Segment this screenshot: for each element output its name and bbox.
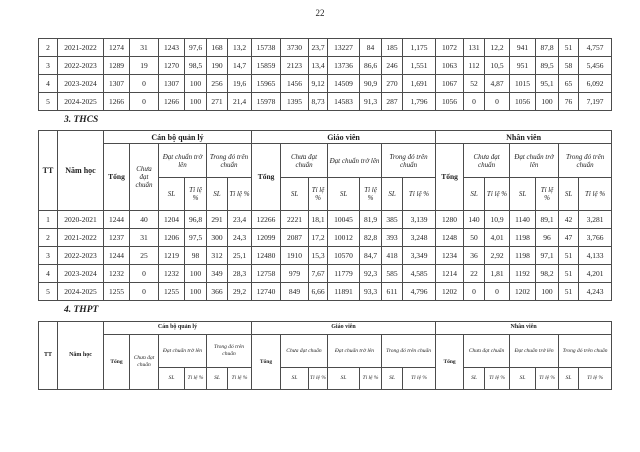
group-header-nv: Nhân viên xyxy=(436,131,612,144)
table-cell: 31 xyxy=(130,39,159,57)
table-cell: 1056 xyxy=(436,93,464,111)
table-cell: 1219 xyxy=(159,247,185,265)
sub-header-ti-le: Tỉ lệ % xyxy=(185,178,207,211)
table-cell: 100 xyxy=(536,93,559,111)
table-cell: 100 xyxy=(536,283,559,301)
table-cell: 951 xyxy=(510,57,536,75)
table-row xyxy=(39,229,612,247)
table-cell: 1,691 xyxy=(403,75,436,93)
sub-header-chua-dat-chuan: Chưa đạt chuẩn xyxy=(281,334,328,367)
sub-header-tong: Tổng xyxy=(252,144,281,211)
sub-header-ti-le: Tỉ lệ % xyxy=(536,178,559,211)
table-cell: 100 xyxy=(185,75,207,93)
table-cell: 185 xyxy=(382,39,403,57)
table-cell: 10570 xyxy=(328,247,360,265)
sub-header-sl: SL xyxy=(559,178,579,211)
table-cell: 100 xyxy=(185,283,207,301)
table-cell: 86,6 xyxy=(360,57,382,75)
table-cell: 12740 xyxy=(252,283,281,301)
table-cell: 393 xyxy=(382,229,403,247)
table-continuation xyxy=(38,38,612,111)
table-cell: 51 xyxy=(559,247,579,265)
table-cell: 89,1 xyxy=(536,211,559,229)
sub-header-ti-le: Tỉ lệ % xyxy=(185,367,207,389)
sub-header-dat-chuan-tro-len: Đạt chuẩn trở lên xyxy=(159,334,207,367)
table-cell: 1214 xyxy=(436,265,464,283)
table-cell: 2024-2025 xyxy=(58,93,104,111)
table-cell: 1244 xyxy=(104,247,130,265)
sub-header-tong: Tổng xyxy=(104,144,130,211)
table-cell: 1266 xyxy=(104,93,130,111)
table-cell: 4 xyxy=(39,265,58,283)
table-cell: 9,12 xyxy=(309,75,328,93)
table-cell: 1232 xyxy=(104,265,130,283)
table-cell: 15,3 xyxy=(309,247,328,265)
table-cell: 23,7 xyxy=(309,39,328,57)
table-cell: 25 xyxy=(130,247,159,265)
table-cell: 15859 xyxy=(252,57,281,75)
table-row xyxy=(39,93,612,111)
table-cell: 271 xyxy=(207,93,228,111)
table-cell: 1140 xyxy=(510,211,536,229)
table-cell: 42 xyxy=(559,211,579,229)
table-cell: 1234 xyxy=(436,247,464,265)
table-cell: 0 xyxy=(485,283,510,301)
table-cell: 21,4 xyxy=(228,93,252,111)
sub-header-sl: SL xyxy=(159,178,185,211)
sub-header-tong: Tổng xyxy=(252,334,281,389)
table-cell: 3 xyxy=(39,57,58,75)
table-cell: 10,9 xyxy=(485,211,510,229)
table-cell: 2020-2021 xyxy=(58,211,104,229)
table-cell: 1202 xyxy=(436,283,464,301)
table-cell: 1274 xyxy=(104,39,130,57)
table-cell: 12099 xyxy=(252,229,281,247)
group-header-gv: Giáo viên xyxy=(252,131,436,144)
table-cell: 366 xyxy=(207,283,228,301)
sub-header-ti-le: Tỉ lệ % xyxy=(485,178,510,211)
table-cell: 1067 xyxy=(436,75,464,93)
table-cell: 19,6 xyxy=(228,75,252,93)
table-cell: 5 xyxy=(39,283,58,301)
table-cell: 29,2 xyxy=(228,283,252,301)
table-cell: 4,585 xyxy=(403,265,436,283)
sub-header-trong-do-tren-chuan: Trong đó trên chuẩn xyxy=(382,144,436,178)
table-cell: 13736 xyxy=(328,57,360,75)
sub-header-sl: SL xyxy=(510,367,536,389)
table-cell: 22 xyxy=(464,265,485,283)
table-cell: 1456 xyxy=(281,75,309,93)
table-cell: 1206 xyxy=(159,229,185,247)
table-cell: 97,1 xyxy=(536,247,559,265)
table-row xyxy=(39,283,612,301)
table-cell: 2022-2023 xyxy=(58,247,104,265)
table-cell: 5,456 xyxy=(579,57,612,75)
table-cell: 4,201 xyxy=(579,265,612,283)
table-cell: 51 xyxy=(559,39,579,57)
sub-header-sl: SL xyxy=(464,367,485,389)
table-cell: 1 xyxy=(39,211,58,229)
table-cell: 24,3 xyxy=(228,229,252,247)
sub-header-ti-le: Tỉ lệ % xyxy=(309,367,328,389)
sub-header-ti-le: Tỉ lệ % xyxy=(403,178,436,211)
table-cell: 246 xyxy=(382,57,403,75)
table-cell: 13,4 xyxy=(309,57,328,75)
table-cell: 1255 xyxy=(159,283,185,301)
sub-header-dat-chuan-tro-len: Đạt chuẩn trở lên xyxy=(510,144,559,178)
table-cell: 13,2 xyxy=(228,39,252,57)
table-cell: 0 xyxy=(130,93,159,111)
table-cell: 1056 xyxy=(510,93,536,111)
sub-header-sl: SL xyxy=(207,178,228,211)
table-cell: 1202 xyxy=(510,283,536,301)
table-cell: 1307 xyxy=(104,75,130,93)
sub-header-ti-le: Tỉ lệ % xyxy=(485,367,510,389)
table-cell: 0 xyxy=(130,75,159,93)
table-cell: 1192 xyxy=(510,265,536,283)
table-cell: 31 xyxy=(130,229,159,247)
table-cell: 287 xyxy=(382,93,403,111)
sub-header-tong: Tổng xyxy=(104,334,130,389)
table-cell: 100 xyxy=(185,93,207,111)
table-cell: 96,8 xyxy=(185,211,207,229)
sub-header-sl: SL xyxy=(464,178,485,211)
sub-header-tong: Tổng xyxy=(436,334,464,389)
group-header-cbql: Cán bộ quản lý xyxy=(104,321,252,334)
table-row xyxy=(39,247,612,265)
sub-header-trong-do-tren-chuan: Trong đó trên chuẩn xyxy=(207,144,252,178)
table-cell: 1307 xyxy=(159,75,185,93)
table-row xyxy=(39,265,612,283)
header-nam-hoc: Năm học xyxy=(58,131,104,211)
thcs-table xyxy=(38,130,612,301)
table-cell: 14583 xyxy=(328,93,360,111)
section-title-thcs: 3. THCS xyxy=(64,115,99,125)
table-cell: 84 xyxy=(360,39,382,57)
table-cell: 0 xyxy=(130,283,159,301)
table-cell: 1063 xyxy=(436,57,464,75)
table-cell: 1237 xyxy=(104,229,130,247)
sub-header-sl: SL xyxy=(281,367,309,389)
thpt-table-header xyxy=(39,321,612,389)
sub-header-chua-dat-chuan: Chưa đạt chuẩn xyxy=(130,144,159,211)
table-cell: 25,1 xyxy=(228,247,252,265)
table-cell: 1270 xyxy=(159,57,185,75)
sub-header-sl: SL xyxy=(382,367,403,389)
table-cell: 291 xyxy=(207,211,228,229)
table-cell: 10,5 xyxy=(485,57,510,75)
table-cell: 51 xyxy=(559,265,579,283)
table-cell: 1243 xyxy=(159,39,185,57)
table-cell: 2123 xyxy=(281,57,309,75)
table-cell: 3 xyxy=(39,247,58,265)
sub-header-ti-le: Tỉ lệ % xyxy=(403,367,436,389)
table-cell: 849 xyxy=(281,283,309,301)
sub-header-sl: SL xyxy=(159,367,185,389)
table-cell: 1255 xyxy=(104,283,130,301)
table-cell: 4,01 xyxy=(485,229,510,247)
table-cell: 4 xyxy=(39,75,58,93)
table-cell: 52 xyxy=(464,75,485,93)
table-cell: 2023-2024 xyxy=(58,75,104,93)
table-cell: 11891 xyxy=(328,283,360,301)
table-cell: 0 xyxy=(130,265,159,283)
table-row xyxy=(39,75,612,93)
table-cell: 76 xyxy=(559,93,579,111)
table-cell: 51 xyxy=(559,283,579,301)
table-cell: 979 xyxy=(281,265,309,283)
table-cell: 1910 xyxy=(281,247,309,265)
table-cell: 12480 xyxy=(252,247,281,265)
table-cell: 11779 xyxy=(328,265,360,283)
table-cell: 1,551 xyxy=(403,57,436,75)
table-cell: 1289 xyxy=(104,57,130,75)
table-cell: 300 xyxy=(207,229,228,247)
table-cell: 81,9 xyxy=(360,211,382,229)
table-body xyxy=(39,211,612,301)
table-cell: 4,243 xyxy=(579,283,612,301)
table-cell: 1198 xyxy=(510,247,536,265)
table-cell: 65 xyxy=(559,75,579,93)
table-cell: 15965 xyxy=(252,75,281,93)
table-cell: 2024-2025 xyxy=(58,283,104,301)
table-cell: 23,4 xyxy=(228,211,252,229)
table-cell: 2022-2023 xyxy=(58,57,104,75)
table-cell: 100 xyxy=(185,265,207,283)
table-cell: 15978 xyxy=(252,93,281,111)
sub-header-sl: SL xyxy=(510,178,536,211)
table-row xyxy=(39,39,612,57)
table-cell: 1,796 xyxy=(403,93,436,111)
table-cell: 2023-2024 xyxy=(58,265,104,283)
table-cell: 47 xyxy=(559,229,579,247)
table-cell: 349 xyxy=(207,265,228,283)
sub-header-sl: SL xyxy=(281,178,309,211)
table-cell: 12266 xyxy=(252,211,281,229)
table-cell: 256 xyxy=(207,75,228,93)
table-cell: 3,349 xyxy=(403,247,436,265)
table-cell: 40 xyxy=(130,211,159,229)
table-cell: 1198 xyxy=(510,229,536,247)
table-cell: 98 xyxy=(185,247,207,265)
group-header-nv: Nhân viên xyxy=(436,321,612,334)
sub-header-sl: SL xyxy=(207,367,228,389)
sub-header-dat-chuan-tro-len: Đạt chuẩn trở lên xyxy=(159,144,207,178)
table-cell: 28,3 xyxy=(228,265,252,283)
table-cell: 1266 xyxy=(159,93,185,111)
sub-header-tong: Tổng xyxy=(436,144,464,211)
table-cell: 97,6 xyxy=(185,39,207,57)
table-cell: 1395 xyxy=(281,93,309,111)
group-header-cbql: Cán bộ quản lý xyxy=(104,131,252,144)
table-cell: 15738 xyxy=(252,39,281,57)
table-cell: 0 xyxy=(464,93,485,111)
table-cell: 92,3 xyxy=(360,265,382,283)
table-cell: 0 xyxy=(464,283,485,301)
table-cell: 3,248 xyxy=(403,229,436,247)
header-tt: TT xyxy=(39,131,58,211)
table-cell: 18,1 xyxy=(309,211,328,229)
table-cell: 1232 xyxy=(159,265,185,283)
header-nam-hoc: Năm học xyxy=(58,321,104,389)
table-cell: 7,197 xyxy=(579,93,612,111)
table-cell: 0 xyxy=(485,93,510,111)
sub-header-sl: SL xyxy=(328,178,360,211)
table-cell: 97,5 xyxy=(185,229,207,247)
group-header-gv: Giáo viên xyxy=(252,321,436,334)
sub-header-chua-dat-chuan: Chưa đạt chuẩn xyxy=(130,334,159,389)
table-cell: 1280 xyxy=(436,211,464,229)
sub-header-chua-dat-chuan: Chưa đạt chuẩn xyxy=(281,144,328,178)
table-cell: 312 xyxy=(207,247,228,265)
table-cell: 941 xyxy=(510,39,536,57)
thcs-table-header xyxy=(39,131,612,211)
table-row xyxy=(39,211,612,229)
table-cell: 89,5 xyxy=(536,57,559,75)
table-cell: 10012 xyxy=(328,229,360,247)
table-cell: 87,8 xyxy=(536,39,559,57)
sub-header-ti-le: Tỉ lệ % xyxy=(579,178,612,211)
table-cell: 95,1 xyxy=(536,75,559,93)
table-cell: 7,67 xyxy=(309,265,328,283)
table-cell: 1248 xyxy=(436,229,464,247)
table-cell: 58 xyxy=(559,57,579,75)
table-cell: 2021-2022 xyxy=(58,229,104,247)
table-cell: 19 xyxy=(130,57,159,75)
table-cell: 385 xyxy=(382,211,403,229)
sub-header-trong-do-tren-chuan: Trong đó trên chuẩn xyxy=(207,334,252,367)
table-cell: 140 xyxy=(464,211,485,229)
table-cell: 2221 xyxy=(281,211,309,229)
table-cell: 17,2 xyxy=(309,229,328,247)
table-cell: 96 xyxy=(536,229,559,247)
table-cell: 10045 xyxy=(328,211,360,229)
table-cell: 611 xyxy=(382,283,403,301)
table-cell: 14509 xyxy=(328,75,360,93)
table-cell: 190 xyxy=(207,57,228,75)
table-cell: 4,757 xyxy=(579,39,612,57)
sub-header-trong-do-tren-chuan: Trong đó trên chuẩn xyxy=(559,144,612,178)
table-cell: 3,766 xyxy=(579,229,612,247)
table-cell: 2 xyxy=(39,39,58,57)
table-cell: 13227 xyxy=(328,39,360,57)
table-cell: 1244 xyxy=(104,211,130,229)
table-cell: 1,175 xyxy=(403,39,436,57)
table-cell: 82,8 xyxy=(360,229,382,247)
table-cell: 585 xyxy=(382,265,403,283)
table-cell: 50 xyxy=(464,229,485,247)
table-cell: 6,092 xyxy=(579,75,612,93)
sub-header-ti-le: Tỉ lệ % xyxy=(360,367,382,389)
sub-header-chua-dat-chuan: Chưa đạt chuẩn xyxy=(464,334,510,367)
sub-header-trong-do-tren-chuan: Trong đó trên chuẩn xyxy=(382,334,436,367)
sub-header-ti-le: Tỉ lệ % xyxy=(228,367,252,389)
table-cell: 93,3 xyxy=(360,283,382,301)
sub-header-dat-chuan-tro-len: Đạt chuẩn trở lên xyxy=(510,334,559,367)
table-cell: 131 xyxy=(464,39,485,57)
sub-header-sl: SL xyxy=(382,178,403,211)
table-cell: 2021-2022 xyxy=(58,39,104,57)
sub-header-ti-le: Tỉ lệ % xyxy=(536,367,559,389)
table-cell: 1072 xyxy=(436,39,464,57)
table-cell: 90,9 xyxy=(360,75,382,93)
table-row xyxy=(39,57,612,75)
table-cell: 1015 xyxy=(510,75,536,93)
table-cell: 14,7 xyxy=(228,57,252,75)
table-cell: 36 xyxy=(464,247,485,265)
header-tt: TT xyxy=(39,321,58,389)
table-cell: 98,5 xyxy=(185,57,207,75)
table-cell: 270 xyxy=(382,75,403,93)
sub-header-ti-le: Tỉ lệ % xyxy=(228,178,252,211)
table-cell: 4,796 xyxy=(403,283,436,301)
table-cell: 2 xyxy=(39,229,58,247)
table-cell: 3730 xyxy=(281,39,309,57)
sub-header-dat-chuan-tro-len: Đạt chuẩn trở lên xyxy=(328,144,382,178)
table-cell: 84,7 xyxy=(360,247,382,265)
table-cell: 98,2 xyxy=(536,265,559,283)
sub-header-ti-le: Tỉ lệ % xyxy=(309,178,328,211)
page-number: 22 xyxy=(315,8,325,18)
sub-header-ti-le: Tỉ lệ % xyxy=(579,367,612,389)
sub-header-trong-do-tren-chuan: Trong đó trên chuẩn xyxy=(559,334,612,367)
table-cell: 3,139 xyxy=(403,211,436,229)
sub-header-ti-le: Tỉ lệ % xyxy=(360,178,382,211)
sub-header-sl: SL xyxy=(559,367,579,389)
sub-header-dat-chuan-tro-len: Đạt chuẩn trở lên xyxy=(328,334,382,367)
section-title-thpt: 4. THPT xyxy=(64,305,99,316)
table-body xyxy=(39,39,612,111)
table-cell: 5 xyxy=(39,93,58,111)
table-cell: 1,81 xyxy=(485,265,510,283)
table-cell: 4,87 xyxy=(485,75,510,93)
table-cell: 8,73 xyxy=(309,93,328,111)
table-cell: 112 xyxy=(464,57,485,75)
sub-header-sl: SL xyxy=(328,367,360,389)
table-cell: 91,3 xyxy=(360,93,382,111)
thpt-table xyxy=(38,321,612,390)
table-cell: 2087 xyxy=(281,229,309,247)
sub-header-chua-dat-chuan: Chưa đạt chuẩn xyxy=(464,144,510,178)
table-cell: 168 xyxy=(207,39,228,57)
table-cell: 3,281 xyxy=(579,211,612,229)
table-cell: 6,66 xyxy=(309,283,328,301)
table-cell: 12,2 xyxy=(485,39,510,57)
table-cell: 418 xyxy=(382,247,403,265)
table-cell: 1204 xyxy=(159,211,185,229)
table-cell: 12758 xyxy=(252,265,281,283)
table-cell: 4,133 xyxy=(579,247,612,265)
table-cell: 2,92 xyxy=(485,247,510,265)
